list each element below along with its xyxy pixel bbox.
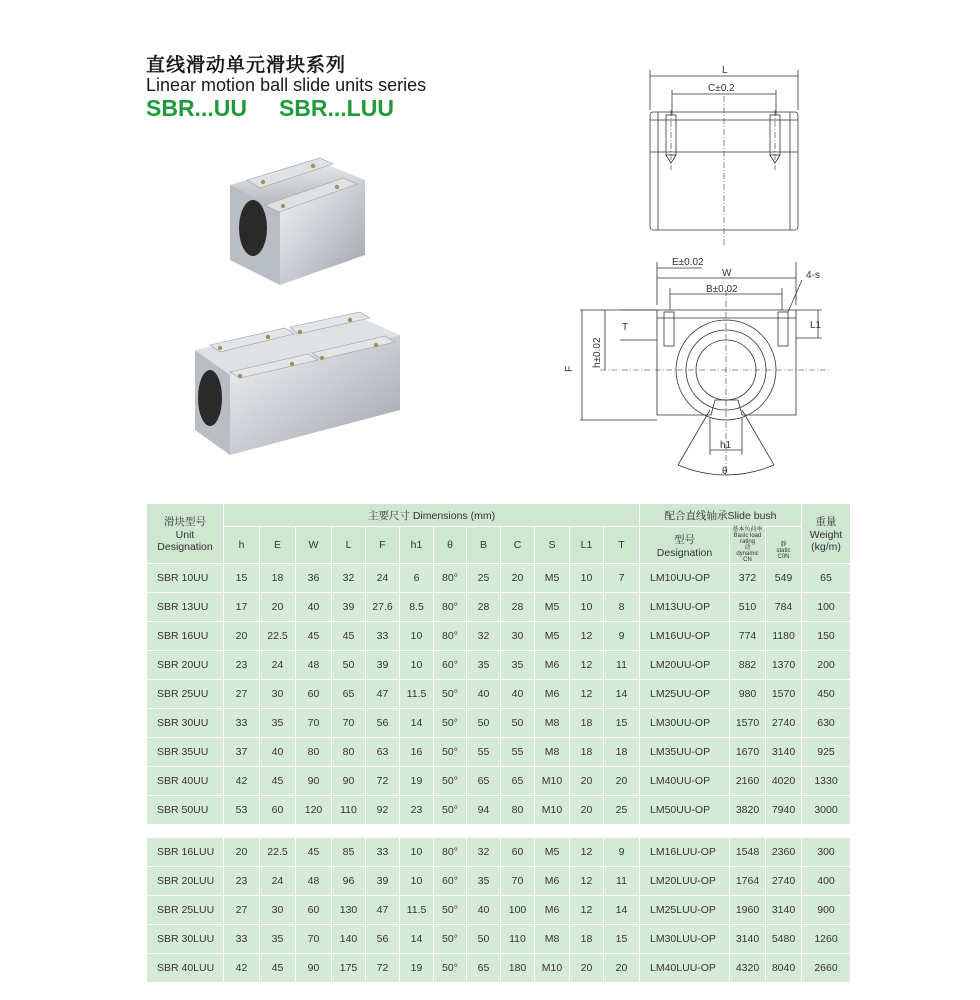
cell-value: 882 — [730, 651, 766, 680]
cell-value: 20 — [570, 796, 604, 825]
cell-value: 23 — [224, 651, 260, 680]
dim-label-f: F — [564, 365, 575, 372]
cell-value: 60° — [434, 651, 467, 680]
cell-value: M10 — [535, 767, 570, 796]
cell-value: 39 — [366, 867, 400, 896]
cell-bush-model: LM40UU-OP — [640, 767, 730, 796]
table-row — [147, 680, 851, 709]
cell-value: 45 — [332, 622, 366, 651]
cell-bush-model: LM10UU-OP — [640, 564, 730, 593]
cell-value: 1370 — [766, 651, 802, 680]
cell-value: 11.5 — [400, 680, 434, 709]
product-photo-sbr-uu — [225, 150, 370, 290]
cell-bush-model: LM35UU-OP — [640, 738, 730, 767]
header-col-e: E — [260, 527, 296, 564]
cell-value: 11.5 — [400, 896, 434, 925]
cell-value: 33 — [224, 709, 260, 738]
cell-value: 25 — [604, 796, 640, 825]
cell-value: 80° — [434, 593, 467, 622]
cell-value: 55 — [501, 738, 535, 767]
cell-value: 45 — [296, 838, 332, 867]
cell-value: M6 — [535, 680, 570, 709]
cell-value: 45 — [260, 954, 296, 983]
cell-value: 39 — [366, 651, 400, 680]
cell-value: 14 — [604, 680, 640, 709]
cell-value: 50° — [434, 954, 467, 983]
cell-value: 14 — [604, 896, 640, 925]
series-luu: SBR...LUU — [278, 95, 394, 121]
cell-value: 80 — [296, 738, 332, 767]
cell-value: 7940 — [766, 796, 802, 825]
dim-label-h1: h1 — [720, 440, 732, 451]
cell-value: 40 — [501, 680, 535, 709]
cell-value: 55 — [467, 738, 501, 767]
cell-value: 12 — [570, 651, 604, 680]
cell-value: 14 — [400, 925, 434, 954]
cell-value: M10 — [535, 796, 570, 825]
cell-value: 70 — [296, 925, 332, 954]
cell-value: 20 — [604, 954, 640, 983]
cell-value: 27.6 — [366, 593, 400, 622]
cell-value: 15 — [604, 709, 640, 738]
cell-value: 85 — [332, 838, 366, 867]
cell-value: 100 — [501, 896, 535, 925]
cell-value: 48 — [296, 651, 332, 680]
header-dimensions: 主要尺寸 Dimensions (mm) — [224, 504, 640, 527]
cell-value: M5 — [535, 593, 570, 622]
cell-value: 40 — [260, 738, 296, 767]
cell-designation: SBR 35UU — [147, 738, 224, 767]
cell-value: 65 — [802, 564, 851, 593]
cell-value: 1548 — [730, 838, 766, 867]
cell-value: 92 — [366, 796, 400, 825]
cell-value: 40 — [467, 896, 501, 925]
cell-value: 140 — [332, 925, 366, 954]
cell-designation: SBR 13UU — [147, 593, 224, 622]
table-row — [147, 954, 851, 983]
cell-value: 9 — [604, 838, 640, 867]
drawing-top-view — [600, 60, 840, 250]
cell-value: 50° — [434, 738, 467, 767]
cell-designation: SBR 16LUU — [147, 838, 224, 867]
cell-value: 60 — [296, 680, 332, 709]
cell-value: 42 — [224, 954, 260, 983]
dim-label-e: E±0.02 — [672, 257, 704, 268]
cell-value: 50° — [434, 925, 467, 954]
cell-value: 3140 — [766, 896, 802, 925]
cell-value: 1670 — [730, 738, 766, 767]
cell-value: 5480 — [766, 925, 802, 954]
cell-value: 4020 — [766, 767, 802, 796]
cell-value: 130 — [332, 896, 366, 925]
cell-value: 60° — [434, 867, 467, 896]
cell-value: 20 — [224, 838, 260, 867]
cell-value: 90 — [296, 767, 332, 796]
header-col-s: S — [535, 527, 570, 564]
header-col-h: h — [224, 527, 260, 564]
cell-designation: SBR 30UU — [147, 709, 224, 738]
cell-value: 80° — [434, 838, 467, 867]
cell-value: 450 — [802, 680, 851, 709]
cell-value: 18 — [570, 709, 604, 738]
cell-value: 10 — [570, 593, 604, 622]
cell-value: 12 — [570, 838, 604, 867]
cell-value: 50° — [434, 709, 467, 738]
table-row — [147, 867, 851, 896]
header-static: 静 static C0N — [766, 527, 802, 564]
cell-designation: SBR 25UU — [147, 680, 224, 709]
cell-value: 28 — [467, 593, 501, 622]
cell-value: 80° — [434, 622, 467, 651]
cell-value: 32 — [467, 622, 501, 651]
cell-value: M5 — [535, 622, 570, 651]
cell-designation: SBR 20UU — [147, 651, 224, 680]
cell-value: 15 — [604, 925, 640, 954]
table-body-uu — [147, 564, 851, 825]
cell-value: 80° — [434, 564, 467, 593]
cell-value: 35 — [501, 651, 535, 680]
cell-value: 18 — [604, 738, 640, 767]
cell-designation: SBR 30LUU — [147, 925, 224, 954]
cell-value: 1764 — [730, 867, 766, 896]
cell-value: 50 — [467, 925, 501, 954]
header-col-b: B — [467, 527, 501, 564]
cell-bush-model: LM25UU-OP — [640, 680, 730, 709]
cell-value: 20 — [604, 767, 640, 796]
cell-value: 1570 — [766, 680, 802, 709]
cell-value: M5 — [535, 564, 570, 593]
cell-value: 1180 — [766, 622, 802, 651]
cell-value: 18 — [260, 564, 296, 593]
dim-label-l: L — [722, 65, 728, 76]
cell-value: 9 — [604, 622, 640, 651]
cell-value: 45 — [260, 767, 296, 796]
cell-value: 96 — [332, 867, 366, 896]
header-dynamic: 基本负荷率 Basic load rating 动 dynamic CN — [730, 527, 766, 564]
header-unit: 滑块型号 Unit Designation — [147, 504, 224, 564]
cell-value: 630 — [802, 709, 851, 738]
cell-value: 20 — [260, 593, 296, 622]
cell-bush-model: LM16UU-OP — [640, 622, 730, 651]
cell-value: 11 — [604, 651, 640, 680]
spec-table-uu — [146, 503, 851, 825]
cell-value: 23 — [224, 867, 260, 896]
table-row — [147, 709, 851, 738]
header-col-l: L — [332, 527, 366, 564]
cell-value: 18 — [570, 738, 604, 767]
cell-value: M5 — [535, 838, 570, 867]
cell-value: 15 — [224, 564, 260, 593]
cell-value: 33 — [366, 622, 400, 651]
cell-value: 70 — [296, 709, 332, 738]
cell-value: 35 — [467, 867, 501, 896]
cell-value: 47 — [366, 680, 400, 709]
cell-value: 80 — [332, 738, 366, 767]
header-col-l1: L1 — [570, 527, 604, 564]
table-body-luu — [147, 838, 851, 983]
series-names — [146, 95, 394, 122]
header-slide-bush: 配合直线轴承Slide bush — [640, 504, 802, 527]
cell-value: 18 — [570, 925, 604, 954]
cell-value: 50 — [501, 709, 535, 738]
cell-value: 70 — [332, 709, 366, 738]
cell-value: 549 — [766, 564, 802, 593]
cell-value: 2360 — [766, 838, 802, 867]
cell-value: 32 — [332, 564, 366, 593]
cell-value: 774 — [730, 622, 766, 651]
cell-value: 50° — [434, 767, 467, 796]
cell-value: 35 — [467, 651, 501, 680]
cell-value: 23 — [400, 796, 434, 825]
table-row — [147, 564, 851, 593]
cell-value: 8.5 — [400, 593, 434, 622]
cell-value: 8040 — [766, 954, 802, 983]
dim-label-s: 4-s — [806, 270, 820, 281]
cell-value: 45 — [296, 622, 332, 651]
cell-value: 33 — [224, 925, 260, 954]
cell-value: 2160 — [730, 767, 766, 796]
cell-value: 56 — [366, 709, 400, 738]
dim-label-w: W — [722, 268, 732, 279]
cell-value: 120 — [296, 796, 332, 825]
table-row — [147, 838, 851, 867]
cell-value: 4320 — [730, 954, 766, 983]
header-col-t: T — [604, 527, 640, 564]
cell-value: 12 — [570, 622, 604, 651]
cell-value: M6 — [535, 651, 570, 680]
dim-label-b: B±0.02 — [706, 284, 738, 295]
cell-value: 60 — [260, 796, 296, 825]
cell-value: 50 — [467, 709, 501, 738]
cell-value: 1960 — [730, 896, 766, 925]
cell-value: 400 — [802, 867, 851, 896]
cell-value: M8 — [535, 738, 570, 767]
cell-value: 12 — [570, 867, 604, 896]
cell-designation: SBR 40LUU — [147, 954, 224, 983]
cell-value: 3140 — [730, 925, 766, 954]
cell-value: 53 — [224, 796, 260, 825]
cell-value: 10 — [400, 867, 434, 896]
cell-designation: SBR 25LUU — [147, 896, 224, 925]
cell-value: 1330 — [802, 767, 851, 796]
cell-value: 56 — [366, 925, 400, 954]
cell-value: 10 — [400, 651, 434, 680]
cell-value: 30 — [260, 680, 296, 709]
cell-value: 50° — [434, 680, 467, 709]
cell-value: 37 — [224, 738, 260, 767]
cell-value: 6 — [400, 564, 434, 593]
cell-value: M6 — [535, 867, 570, 896]
cell-value: 10 — [400, 838, 434, 867]
cell-bush-model: LM25LUU-OP — [640, 896, 730, 925]
cell-bush-model: LM30LUU-OP — [640, 925, 730, 954]
cell-value: 24 — [366, 564, 400, 593]
cell-value: 10 — [400, 622, 434, 651]
cell-value: 50° — [434, 896, 467, 925]
cell-value: 17 — [224, 593, 260, 622]
cell-value: 372 — [730, 564, 766, 593]
cell-value: 14 — [400, 709, 434, 738]
cell-value: 35 — [260, 925, 296, 954]
cell-value: 65 — [501, 767, 535, 796]
cell-value: 60 — [296, 896, 332, 925]
cell-value: 180 — [501, 954, 535, 983]
cell-value: 925 — [802, 738, 851, 767]
title-english: Linear motion ball slide units series — [146, 75, 427, 95]
dim-label-theta: θ — [722, 466, 728, 477]
cell-value: 40 — [296, 593, 332, 622]
header-weight: 重量 Weight (kg/m) — [802, 504, 851, 564]
table-row — [147, 925, 851, 954]
cell-bush-model: LM13UU-OP — [640, 593, 730, 622]
cell-value: 48 — [296, 867, 332, 896]
cell-value: 900 — [802, 896, 851, 925]
cell-value: 7 — [604, 564, 640, 593]
cell-value: 19 — [400, 954, 434, 983]
cell-designation: SBR 40UU — [147, 767, 224, 796]
cell-value: 42 — [224, 767, 260, 796]
cell-value: 72 — [366, 954, 400, 983]
cell-value: 510 — [730, 593, 766, 622]
cell-value: 19 — [400, 767, 434, 796]
cell-value: 3000 — [802, 796, 851, 825]
series-uu: SBR...UU — [146, 95, 247, 121]
dim-label-l1: L1 — [810, 320, 822, 331]
cell-designation: SBR 10UU — [147, 564, 224, 593]
cell-value: 20 — [501, 564, 535, 593]
cell-value: 39 — [332, 593, 366, 622]
cell-bush-model: LM16LUU-OP — [640, 838, 730, 867]
cell-designation: SBR 20LUU — [147, 867, 224, 896]
cell-value: 1570 — [730, 709, 766, 738]
cell-value: 33 — [366, 838, 400, 867]
cell-value: 22.5 — [260, 622, 296, 651]
cell-value: 22.5 — [260, 838, 296, 867]
cell-value: 8 — [604, 593, 640, 622]
cell-value: 3140 — [766, 738, 802, 767]
header-col-c: C — [501, 527, 535, 564]
cell-value: 100 — [802, 593, 851, 622]
cell-value: M6 — [535, 896, 570, 925]
cell-value: 65 — [332, 680, 366, 709]
cell-value: 94 — [467, 796, 501, 825]
drawing-front-view — [560, 250, 850, 480]
cell-value: 30 — [260, 896, 296, 925]
cell-value: 11 — [604, 867, 640, 896]
cell-value: 2740 — [766, 709, 802, 738]
header-col-f: F — [366, 527, 400, 564]
cell-value: 20 — [570, 954, 604, 983]
cell-value: 32 — [467, 838, 501, 867]
cell-bush-model: LM30UU-OP — [640, 709, 730, 738]
cell-value: 50° — [434, 796, 467, 825]
dim-label-h: h±0.02 — [592, 337, 603, 368]
cell-value: 3820 — [730, 796, 766, 825]
cell-value: 12 — [570, 680, 604, 709]
cell-value: 12 — [570, 896, 604, 925]
dim-label-t: T — [622, 322, 629, 333]
cell-value: 24 — [260, 867, 296, 896]
header-col-w: W — [296, 527, 332, 564]
cell-designation: SBR 16UU — [147, 622, 224, 651]
cell-value: 110 — [501, 925, 535, 954]
cell-value: 47 — [366, 896, 400, 925]
table-row — [147, 767, 851, 796]
cell-value: 40 — [467, 680, 501, 709]
cell-value: 2740 — [766, 867, 802, 896]
cell-value: 36 — [296, 564, 332, 593]
cell-designation: SBR 50UU — [147, 796, 224, 825]
cell-value: 63 — [366, 738, 400, 767]
cell-value: 90 — [332, 767, 366, 796]
cell-value: 200 — [802, 651, 851, 680]
table-row — [147, 622, 851, 651]
cell-value: M10 — [535, 954, 570, 983]
title-chinese: 直线滑动单元滑块系列 — [146, 54, 347, 76]
header-col-h1: h1 — [400, 527, 434, 564]
cell-value: 300 — [802, 838, 851, 867]
cell-value: 50 — [332, 651, 366, 680]
cell-value: 30 — [501, 622, 535, 651]
cell-bush-model: LM20LUU-OP — [640, 867, 730, 896]
cell-value: 60 — [501, 838, 535, 867]
cell-value: 70 — [501, 867, 535, 896]
cell-value: 20 — [224, 622, 260, 651]
header-col-theta: θ — [434, 527, 467, 564]
cell-value: 16 — [400, 738, 434, 767]
cell-value: 28 — [501, 593, 535, 622]
cell-value: 80 — [501, 796, 535, 825]
cell-value: 10 — [570, 564, 604, 593]
cell-value: 175 — [332, 954, 366, 983]
cell-value: 35 — [260, 709, 296, 738]
cell-value: 65 — [467, 954, 501, 983]
cell-value: 27 — [224, 680, 260, 709]
table-row — [147, 651, 851, 680]
cell-value: M8 — [535, 925, 570, 954]
cell-value: 72 — [366, 767, 400, 796]
cell-bush-model: LM40LUU-OP — [640, 954, 730, 983]
header-model: 型号 Designation — [640, 527, 730, 564]
table-row — [147, 896, 851, 925]
cell-value: 110 — [332, 796, 366, 825]
cell-value: 24 — [260, 651, 296, 680]
cell-value: 1260 — [802, 925, 851, 954]
cell-value: 784 — [766, 593, 802, 622]
cell-value: 150 — [802, 622, 851, 651]
table-row — [147, 796, 851, 825]
cell-value: M8 — [535, 709, 570, 738]
cell-value: 980 — [730, 680, 766, 709]
cell-bush-model: LM20UU-OP — [640, 651, 730, 680]
cell-value: 2660 — [802, 954, 851, 983]
cell-bush-model: LM50UU-OP — [640, 796, 730, 825]
dim-label-c: C±0.2 — [708, 83, 735, 94]
cell-value: 25 — [467, 564, 501, 593]
product-photo-sbr-luu — [190, 310, 405, 460]
spec-table-luu — [146, 837, 851, 983]
table-row — [147, 738, 851, 767]
table-row — [147, 593, 851, 622]
cell-value: 65 — [467, 767, 501, 796]
cell-value: 27 — [224, 896, 260, 925]
cell-value: 90 — [296, 954, 332, 983]
cell-value: 20 — [570, 767, 604, 796]
